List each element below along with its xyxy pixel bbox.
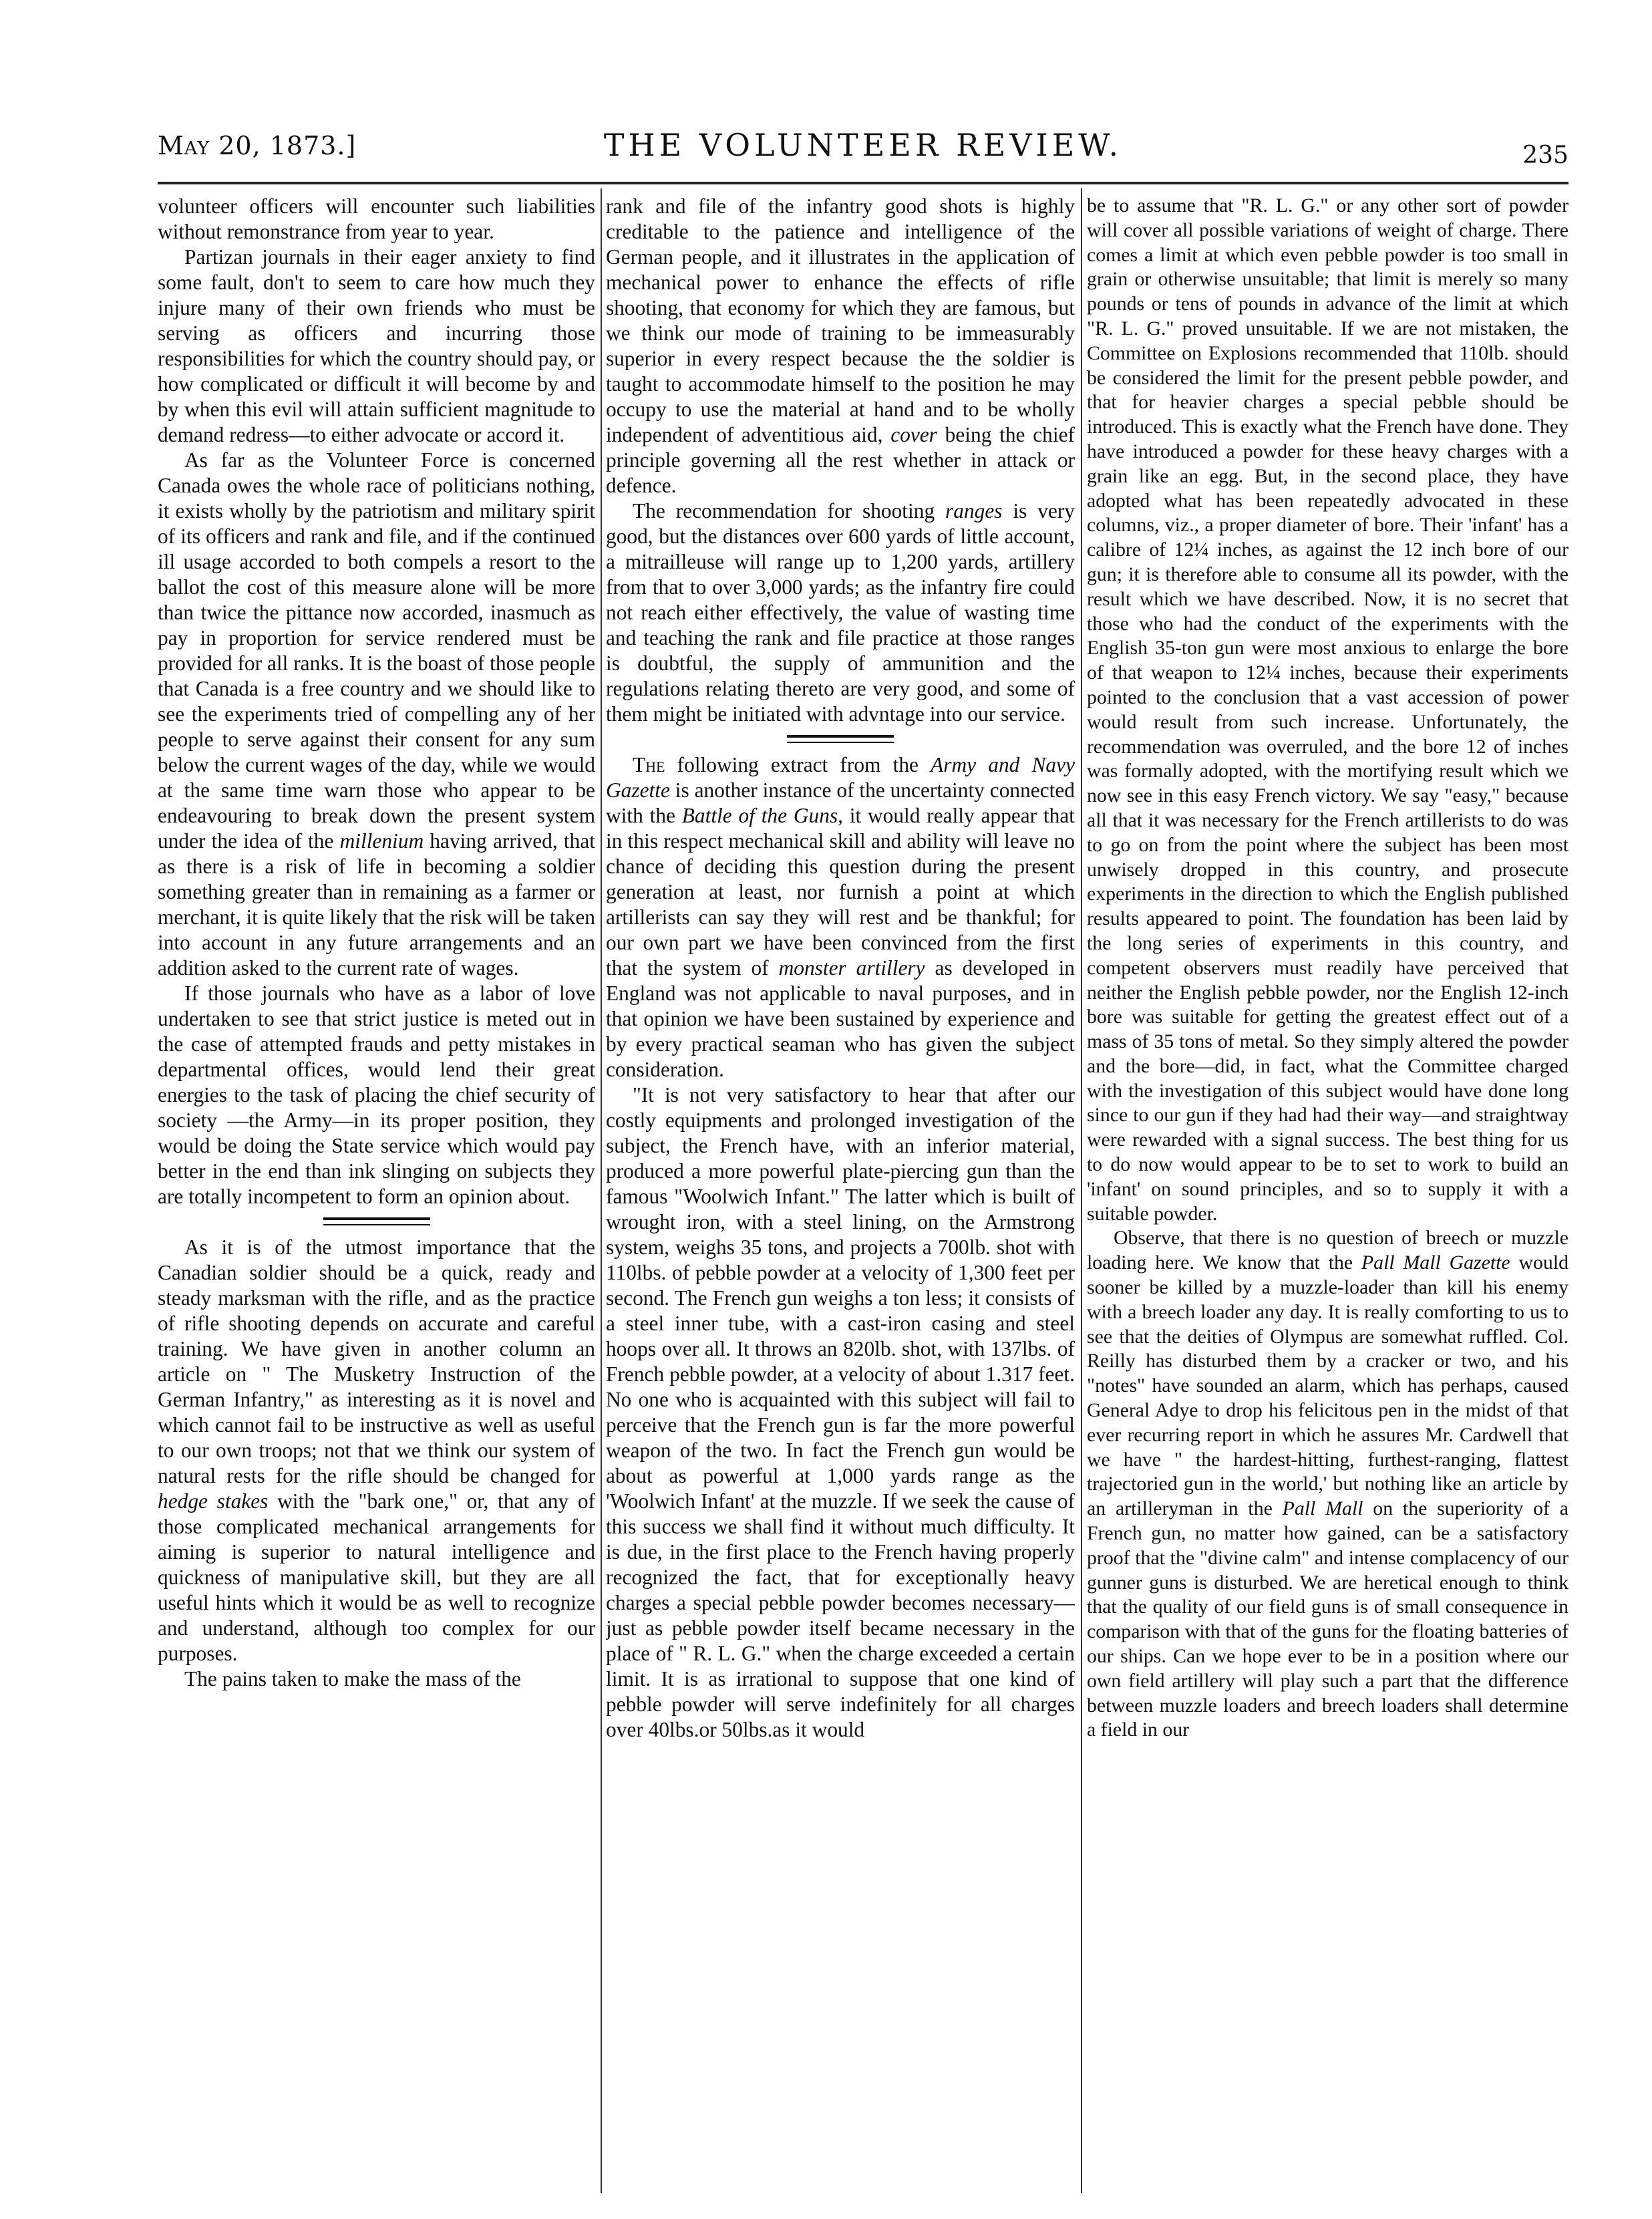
italic-text: Pall Mall Gazette [1361, 1251, 1510, 1274]
text-run: The recommendation for shooting [633, 499, 935, 523]
paragraph [158, 448, 595, 981]
column-2 [606, 194, 1075, 2192]
paragraph [158, 1235, 595, 1666]
column-1 [158, 194, 595, 2192]
italic-text: ranges [945, 499, 1003, 523]
text-run: would sooner be killed by a muzzle-loader than kill his enemy with a breech loader any day. It is really comforting to us to see that the deities of Olympus are somewhat ruffled. Col. Reilly has disturbed them by a cracker or two, and his "notes" have sounded an alarm, which has perhaps, caused General Adye to drop his felicitous pen in the midst of that ever recurring report in which he assures Mr. Cardwell that we have " the hardest-hitting, furthest-ranging, flattest trajectoried gun in the world,' but nothing like an article by an artilleryman in the [1087, 1251, 1568, 1520]
text-run: on the superiority of a French gun, no matter how gained, can be a satisfactory proof that the "divine calm" and intense complacency of our gunner guns is disturbed. We are heretical enough to think that the quality of our field guns is of small consequence in comparison with that of the guns for the floating batteries of our ships. Can we hope ever to be in a position where our own field artillery will play such a part that the difference between muzzle loaders and breech loaders shall determine a field in our [1087, 1497, 1568, 1741]
text-run: being the chief principle governing all the rest whether in attack or defence. [606, 423, 1075, 497]
text-run: is very good, but the distances over 600 yards of little account, a mitrailleuse will range up to 1,200 yards, artillery from that to over 3,000 yards; as the infantry fire could not reach either effectively, the value of wasting time and teaching the rank and file practice at those ranges is doubtful, the supply of ammunition and the regulations relating thereto are very good, and some of them might be initiated with advntage into our service. [606, 499, 1075, 726]
text-run: rank and file of the infantry good shots is highly creditable to the patience and intelligence of the German people, and it illustrates in the application of mechanical power to enhance the effects of rifle shooting, that economy for which they are famous, but we think our mode of training to be immeasurably superior in every respect because the the soldier is taught to accommodate himself to the position he may occupy to use the material at hand and to be wholly independent of adventitious aid, [606, 194, 1075, 446]
italic-text: cover [890, 423, 937, 446]
paragraph [606, 498, 1075, 727]
text-run: is another instance of the uncertainty connected with the [606, 778, 1075, 827]
paragraph: The pains taken to make the mass of the [184, 1667, 521, 1690]
paragraph [606, 752, 1075, 1082]
text-run: it would really appear that in this respect mechanical skill and ability will leave no chance of deciding this question during the present generation at least, nor furnish a point at which artillerists can say they will rest and be thankful; for our own part we have been convinced from the first that the system of [606, 804, 1075, 980]
text-run: As it is of the utmost importance that the Canadian soldier should be a quick, ready and steady marksman with the rifle, and as the practice of rifle shooting depends on accurate and careful training. We have given in another column an article on " The Musketry Instruction of the German Infantry," as interesting as it is novel and which cannot fail to be instructive as well as useful to our own troops; not that we think our system of natural rests for the rifle should be changed for [158, 1235, 595, 1487]
paragraph: be to assume that "R. L. G." or any other sort of powder will cover all possible variations of weight of charge. There comes a limit at which even pebble powder is too small in grain or otherwise unsuitable; that limit is merely so many pounds or tens of pounds in advance of the limit at which "R. L. G." proved unsuitable. If we are not mistaken, the Committee on Explosions recommended that 110lb. should be considered the limit for the present pebble powder, and that for heavier charges a special pebble should be introduced. This is exactly what the French have done. They have introduced a powder for these heavy charges with a grain like an egg. But, in the second place, they have adopted what has been repeatedly advocated in these columns, viz., a proper diameter of bore. Their 'infant' has a calibre of 12¼ inches, as against the 12 inch bore of our gun; it is therefore able to consume all its powder, with the result which we have described. Now, it is no secret that those who had the conduct of the experiments with the English 35-ton gun were most anxious to enlarge the bore of that weapon to 12¼ inches, because their experiments pointed to the conclusion that a vast accession of power would result from such increase. Unfortunately, the recommendation was overruled, and the bore 12 of inches was formally adopted, with the mortifying result which we now see in this easy French victory. We say "easy," because all that it was necessary for the French artillerists to do was to go on from the point where the subject has been most unwisely dropped in this country, and prosecute experiments in the direction to which the English published results appeared to point. The foundation has been laid by the long series of experiments in this country, and competent observers must readily have perceived that neither the English pebble powder, nor the English 12-inch bore was suitable for getting the greatest effect out of a mass of 35 tons of metal. So they simply altered the powder and the bore—did, in fact, what the Committee charged with the investigation of this subject would have done long since to our gun if they had had their way—and straightway were rewarded with a signal success. The best thing for us to do now would appear to be to set to work to build an 'infant' on sound principles, and so to supply it with a suitable powder. [1087, 194, 1568, 1225]
text-run: having arrived, that as there is a risk of life in becoming a soldier something greater than in remaining as a farmer or merchant, it is quite likely that the risk will be taken into account in any future arrangements and an addition asked to the current rate of wages. [158, 829, 595, 980]
page-number: 235 [1522, 142, 1568, 169]
masthead [158, 124, 1568, 184]
column-3 [1087, 194, 1568, 2192]
text-run: As far as the Volunteer Force is concerned Canada owes the whole race of politicians nothing, it exists wholly by the patriotism and military spirit of its officers and rank and file, and if the continued ill usage accorded to both compels a resort to the ballot the cost of this measure alone will be more than twice the pittance now accorded, inasmuch as pay in proportion for service rendered must be provided for all ranks. It is the boast of those people that Canada is a free country and we should like to see the experiments tried of compelling any of her people to serve against their consent for any sum below the current wages of the day, while we would at the same time warn those who appear to be endeavouring to break down the present system under the idea of the [158, 448, 595, 853]
section-separator [158, 1209, 595, 1235]
italic-text: Army and Navy Gazette [606, 753, 1075, 802]
italic-text: Battle of the Guns, [681, 804, 843, 827]
paragraph [606, 194, 1075, 498]
issue-date: May 20, 1873.] [158, 131, 357, 160]
text-run: with the "bark one," or, that any of those complicated mechanical arrangements for aiming is superior to natural intelligence and quickness of manipulative skill, but they are all useful hints which it would be as well to recognize and understand, although too complex for our purposes. [158, 1489, 595, 1665]
italic-text: monster artillery [778, 956, 925, 980]
column-divider [601, 188, 602, 2193]
paragraph: If those journals who have as a labor of love undertaken to see that strict justice is meted out in the case of attempted frauds and petty mistakes in departmental offices, would lend their great energies to the task of placing the chief security of society —the Army—in its proper position, they would be doing the State service which would pay better in the end than ink slinging on subjects they are totally incompetent to form an opinion about. [158, 982, 595, 1208]
paragraph [1087, 1226, 1568, 1743]
italic-text: hedge stakes [158, 1489, 269, 1513]
section-separator [606, 727, 1075, 752]
paragraph: volunteer officers will encounter such liabilities without remonstrance from year to year. [158, 194, 595, 243]
text-run: as developed in England was not applicable to naval purposes, and in that opinion we have been sustained by experience and by every practical seaman who has given the subject consideration. [606, 956, 1075, 1081]
paragraph: Partizan journals in their eager anxiety to find some fault, don't to seem to care how much they injure many of their own friends who must be serving as officers and incurring those responsibilities for which the country should pay, or how complicated or difficult it will become by and by when this evil will attain sufficient magnitude to demand redress—to either advocate or accord it. [158, 245, 595, 446]
paragraph: "It is not very satisfactory to hear that after our costly equipments and prolonged investigation of the subject, the French have, with an inferior material, produced a more powerful plate-piercing gun than the famous "Woolwich Infant." The latter which is built of wrought iron, with a steel lining, on the Armstrong system, weighs 35 tons, and projects a 700lb. shot with 110lbs. of pebble powder at a velocity of 1,300 feet per second. The French gun weighs a ton less; it consists of a steel inner tube, with a cast-iron casing and steel hoops over all. It throws an 820lb. shot, with 137lbs. of French pebble powder, at a velocity of about 1.317 feet. No one who is acquainted with this subject will fail to perceive that the French gun is far the more powerful weapon of the two. In fact the French gun would be about as powerful at 1,000 yards range as the 'Woolwich Infant' at the muzzle. If we seek the cause of this success we shall find it without much difficulty. It is due, in the first place to the French having properly recognized the fact, that for exceptionally heavy charges a special pebble powder becomes necessary—just as pebble powder itself became necessary in the place of " R. L. G." when the charge exceeded a certain limit. It is as irrational to suppose that one kind of pebble powder will serve indefinitely for all charges over 40lbs.or 50lbs.as it would [606, 1083, 1075, 1741]
text-run: following extract from the [677, 753, 919, 776]
italic-text: Pall Mall [1282, 1497, 1363, 1520]
header-rule [158, 182, 1568, 184]
text-run: Observe, that there is no question of breech or muzzle loading here. We know that the [1087, 1227, 1568, 1274]
italic-text: millenium [339, 829, 424, 853]
text-run: The [633, 753, 665, 776]
column-divider [1081, 188, 1082, 2193]
publication-title: THE VOLUNTEER REVIEW. [603, 127, 1123, 163]
